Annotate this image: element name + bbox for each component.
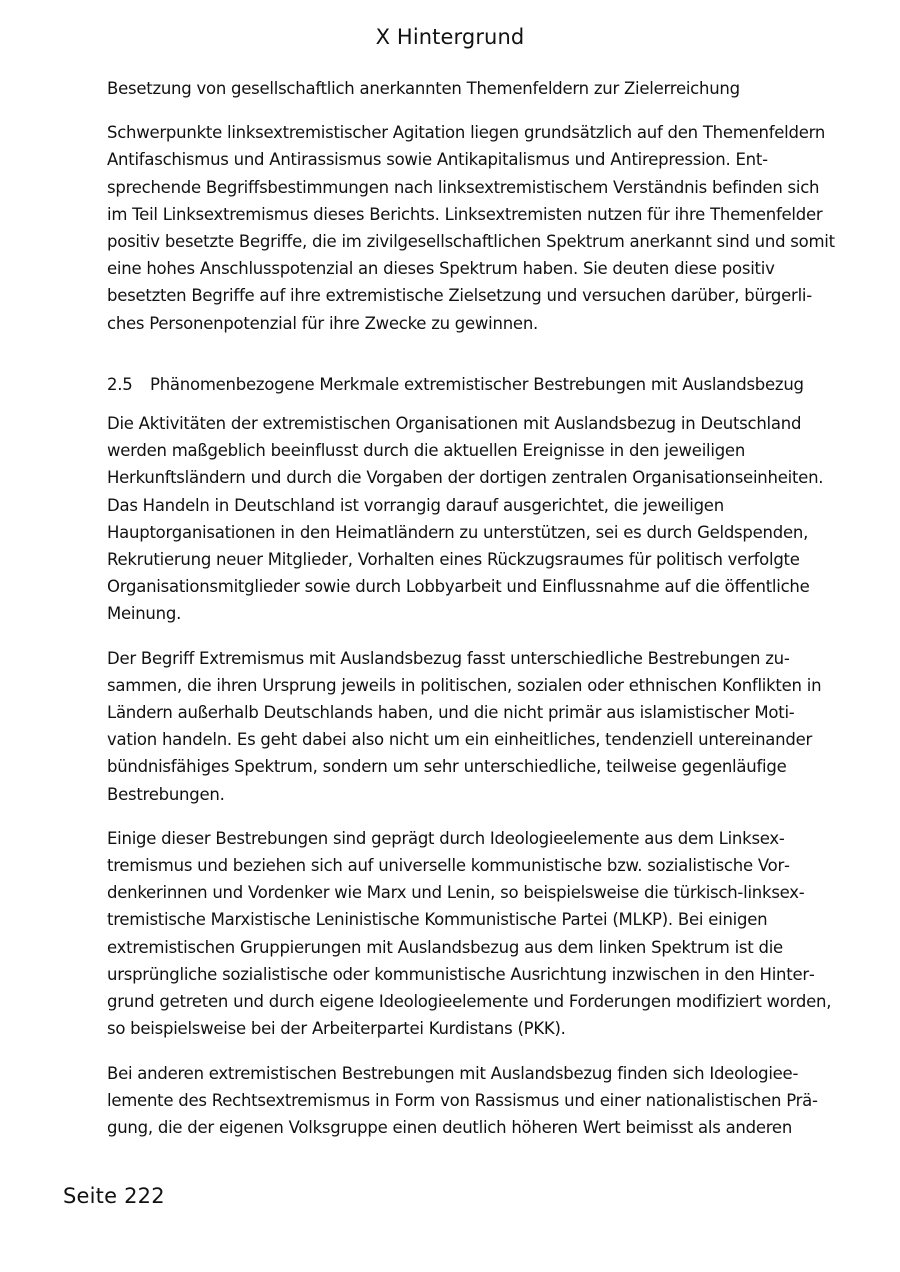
paragraph-2: Die Aktivitäten der extremistischen Organisationen mit Auslandsbezug in Deutschland werden maßgeblich beeinflusst durch die aktuellen Ereignisse in den jeweiligen Herkunftsländern und durch die Vorgaben der dortigen zentralen Organisationseinheiten. Das Handeln in Deutschland ist vorrangig darauf ausgerichtet, die jeweiligen Hauptorganisationen in den Heimatländern zu unterstützen, sei es durch Geldspenden, Rekrutierung neuer Mitglieder, Vorhalten eines Rückzugsraumes für politisch verfolgte Organisationsmitglieder sowie durch Lobbyarbeit und Einflussnahme auf die öffentliche Meinung. (107, 414, 824, 624)
intro-line: Besetzung von gesellschaftlich anerkannten Themenfeldern zur Zielerreichung (107, 79, 740, 98)
paragraph-4: Einige dieser Bestrebungen sind geprägt durch Ideologieelemente aus dem Linksextremismus und beziehen sich auf universelle kommunistische bzw. sozialistische Vordenkerinnen und Vordenker wie Marx und Lenin, so beispielsweise die türkisch-linksextremistische Marxistische Leninistische Kommunistische Partei (MLKP). Bei einigen extremistischen Gruppierungen mit Auslandsbezug aus dem linken Spektrum ist die ursprüngliche sozialistische oder kommunistische Ausrichtung inzwischen in den Hintergrund getreten und durch eigene Ideologieelemente und Forderungen modifiziert worden, so beispielsweise bei der Arbeiterpartei Kurdistans (PKK). (107, 828, 832, 1039)
section-title: Phänomenbezogene Merkmale extremistischer Bestrebungen mit Auslandsbezug (150, 374, 804, 394)
chapter-title: X Hintergrund (375, 25, 525, 49)
section-number: 2.5 (107, 374, 133, 394)
paragraph-1: Schwerpunkte linksextremistischer Agitation liegen grundsätzlich auf den Themenfeldern Antifaschismus und Antirassismus sowie Antikapitalismus und Antirepression. Entsprechende Begriffsbestimmungen nach linksextremistischem Verständnis befinden sich im Teil Linksextremismus dieses Berichts. Linksextremisten nutzen für ihre Themenfelder positiv besetzte Begriffe, die im zivilgesellschaftlichen Spektrum anerkannt sind und somit eine hohes Anschlusspotenzial an dieses Spektrum haben. Sie deuten diese positiv besetzten Begriffe auf ihre extremistische Zielsetzung und versuchen darüber, bürgerliches Personenpotenzial für ihre Zwecke zu gewinnen. (107, 123, 835, 333)
section-heading (107, 371, 837, 398)
page-number: Seite 222 (63, 1184, 165, 1208)
paragraph-3: Der Begriff Extremismus mit Auslandsbezug fasst unterschiedliche Bestrebungen zusammen, die ihren Ursprung jeweils in politischen, sozialen oder ethnischen Konflikten in Ländern außerhalb Deutschlands haben, und die nicht primär aus islamistischer Motivation handeln. Es geht dabei also nicht um ein einheitliches, tendenziell untereinander bündnisfähiges Spektrum, sondern um sehr unterschiedliche, teilweise gegenläufige Bestrebungen. (107, 648, 822, 804)
page-body (107, 75, 837, 1158)
paragraph-5: Bei anderen extremistischen Bestrebungen mit Auslandsbezug finden sich Ideologieelemente des Rechtsextremismus in Form von Rassismus und einer nationalistischen Prägung, die der eigenen Volksgruppe einen deutlich höheren Wert beimisst als anderen (107, 1063, 818, 1137)
